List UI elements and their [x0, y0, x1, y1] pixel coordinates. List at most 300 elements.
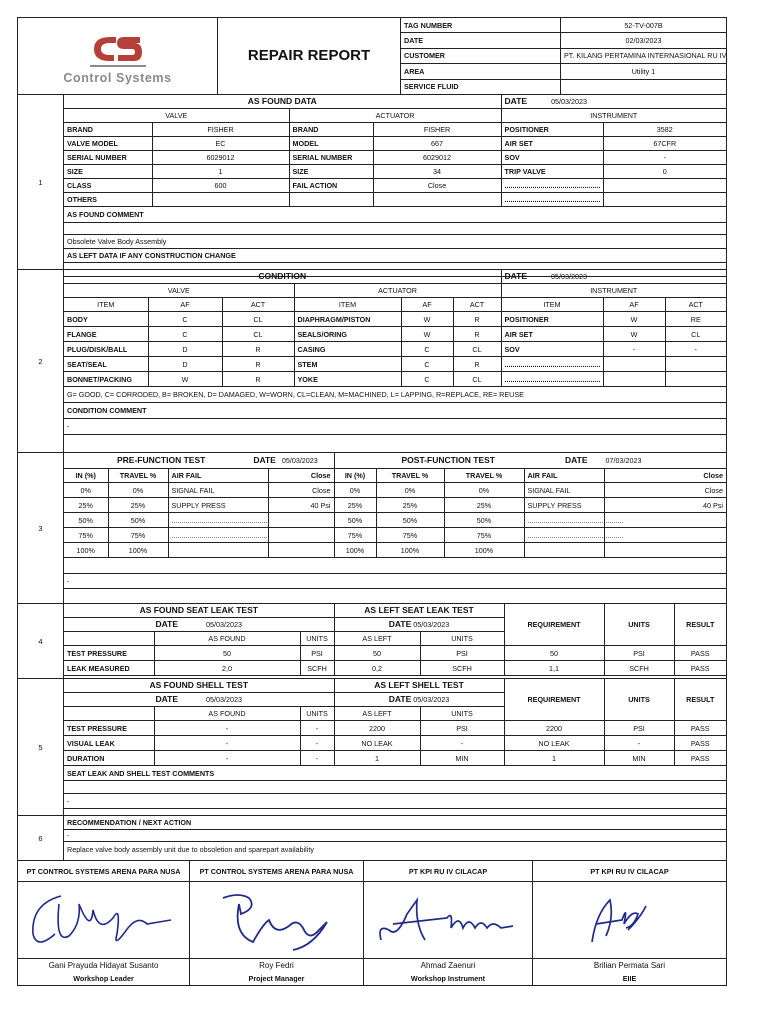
table-cell: D	[148, 357, 222, 372]
table-cell: IN (%)	[64, 469, 108, 483]
as-left-date: DATE 05/03/2023	[334, 693, 504, 707]
signatory-name: Gani Prayuda Hidayat Susanto	[18, 959, 190, 973]
table-cell: PSI	[300, 646, 334, 661]
section-function-test	[17, 453, 727, 604]
as-left-col: AS LEFT	[334, 707, 420, 721]
table-cell: W	[401, 327, 453, 342]
table-cell: W	[148, 372, 222, 387]
table-cell: 40 Psi	[268, 498, 334, 513]
table-cell: 1	[152, 165, 289, 179]
table-row	[64, 193, 726, 207]
table-cell: 50%	[64, 513, 108, 528]
signature-org: PT KPI RU IV CILACAP	[364, 861, 533, 882]
table-row	[64, 721, 726, 736]
recommendation-text: Replace valve body assembly unit due to obsoletion and sparepart availability	[64, 842, 726, 858]
instrument-header: INSTRUMENT	[501, 109, 726, 123]
table-cell: MODEL	[289, 137, 373, 151]
handwritten-signature-icon	[536, 884, 706, 956]
table-cell: 75%	[376, 528, 444, 543]
table-cell: 0%	[444, 483, 524, 498]
table-cell	[604, 543, 726, 558]
report-title: REPAIR REPORT	[218, 18, 401, 95]
table-row	[64, 137, 726, 151]
table-cell: SUPPLY PRESS	[168, 498, 268, 513]
table-cell: PASS	[674, 646, 726, 661]
table-cell: CASING	[294, 342, 401, 357]
table-row	[64, 751, 726, 766]
table-cell: POSITIONER	[501, 123, 603, 137]
table-cell: CL	[453, 342, 501, 357]
table-cell: 6029012	[152, 151, 289, 165]
table-cell: Close	[604, 483, 726, 498]
section-number: 6	[18, 816, 64, 860]
table-cell: 25%	[444, 498, 524, 513]
table-cell: VISUAL LEAK	[64, 736, 154, 751]
table-cell: CL	[665, 327, 726, 342]
condition-legend: G= GOOD, C= CORRODED, B= BROKEN, D= DAMAGED, W=WORN, CL=CLEAN, M=MACHINED, L= LAPPING, R=REPLACE, RE= REUSE	[64, 387, 726, 403]
as-found-date: DATE 05/03/2023	[64, 693, 334, 707]
table-cell: 0%	[108, 483, 168, 498]
table-cell: 667	[373, 137, 501, 151]
table-cell: CL	[222, 327, 294, 342]
section-title: AS FOUND DATA	[64, 95, 501, 109]
header-value: 52-TV-007B	[561, 18, 727, 33]
table-cell: 100%	[64, 543, 108, 558]
table-row	[64, 528, 726, 543]
table-cell: ................................................	[524, 513, 604, 528]
as-found-date: DATE 05/03/2023	[64, 618, 334, 632]
table-cell: LEAK MEASURED	[64, 661, 154, 676]
table-cell: SEALS/ORING	[294, 327, 401, 342]
table-cell: AF	[603, 298, 665, 312]
table-cell: 2200	[334, 721, 420, 736]
table-cell: OTHERS	[64, 193, 152, 207]
table-cell: 1,1	[504, 661, 604, 676]
table-cell: SCFH	[300, 661, 334, 676]
table-cell: ................................................	[501, 357, 603, 372]
table-row	[64, 469, 726, 483]
result-header: RESULT	[674, 604, 726, 646]
table-cell: BRAND	[64, 123, 152, 137]
pre-function-title: PRE-FUNCTION TEST DATE 05/03/2023	[64, 453, 334, 469]
table-cell	[168, 543, 268, 558]
result-header: RESULT	[674, 679, 726, 721]
table-row	[64, 661, 726, 676]
table-cell	[603, 372, 665, 387]
section-seat-leak-test	[17, 604, 727, 679]
table-cell: R	[453, 327, 501, 342]
table-cell: 34	[373, 165, 501, 179]
signatory-role: Workshop Leader	[18, 972, 190, 986]
table-cell: 67CFR	[603, 137, 726, 151]
table-cell: 0%	[334, 483, 376, 498]
as-left-col: AS LEFT	[334, 632, 420, 646]
table-cell: D	[148, 342, 222, 357]
table-cell: 50	[154, 646, 300, 661]
table-cell	[603, 357, 665, 372]
table-cell: R	[222, 372, 294, 387]
header-label: DATE	[401, 33, 561, 48]
table-cell: 100%	[334, 543, 376, 558]
table-cell: POSITIONER	[501, 312, 603, 327]
table-cell: SCFH	[420, 661, 504, 676]
table-cell: VALVE MODEL	[64, 137, 152, 151]
table-cell	[665, 372, 726, 387]
table-cell: 100%	[444, 543, 524, 558]
signature-org: PT KPI RU IV CILACAP	[533, 861, 727, 882]
function-test-note: -	[64, 574, 726, 589]
table-cell: 0%	[64, 483, 108, 498]
table-cell: 25%	[108, 498, 168, 513]
table-cell: 0	[603, 165, 726, 179]
comment-label: AS FOUND COMMENT	[64, 207, 726, 223]
table-cell: -	[154, 736, 300, 751]
recommendation-label: RECOMMENDATION / NEXT ACTION	[64, 816, 726, 830]
instrument-header: INSTRUMENT	[501, 284, 726, 298]
table-cell: SERIAL NUMBER	[289, 151, 373, 165]
actuator-header: ACTUATOR	[289, 109, 501, 123]
table-cell: 2200	[504, 721, 604, 736]
table-cell: BRAND	[289, 123, 373, 137]
as-found-col: AS FOUND	[154, 707, 300, 721]
as-found-shell-title: AS FOUND SHELL TEST	[64, 679, 334, 693]
table-row	[64, 357, 726, 372]
table-cell: SIZE	[64, 165, 152, 179]
table-cell: CLASS	[64, 179, 152, 193]
as-left-value: -	[64, 263, 726, 277]
table-cell: 75%	[108, 528, 168, 543]
table-cell: 100%	[376, 543, 444, 558]
shell-test-table	[64, 679, 726, 820]
section-recommendation	[17, 816, 727, 861]
table-row	[64, 327, 726, 342]
table-row	[64, 483, 726, 498]
valve-header: VALVE	[64, 109, 289, 123]
recommendation-dash: -	[64, 830, 726, 842]
table-cell: SIZE	[289, 165, 373, 179]
section-number: 5	[18, 679, 64, 815]
table-cell: STEM	[294, 357, 401, 372]
table-cell: -	[154, 721, 300, 736]
as-found-seat-title: AS FOUND SEAT LEAK TEST	[64, 604, 334, 618]
table-cell	[268, 513, 334, 528]
table-cell: 50%	[334, 513, 376, 528]
table-cell: AIR SET	[501, 327, 603, 342]
company-logo-icon	[88, 29, 148, 73]
table-cell: ITEM	[64, 298, 148, 312]
signatory-name: Ahmad Zaenuri	[364, 959, 533, 973]
table-cell: 50%	[376, 513, 444, 528]
table-row	[64, 342, 726, 357]
units-col: UNITS	[300, 707, 334, 721]
table-cell: -	[603, 151, 726, 165]
table-cell: 75%	[444, 528, 524, 543]
table-cell: C	[148, 327, 222, 342]
signatory-role: EIIE	[533, 972, 727, 986]
requirement-header: REQUIREMENT	[504, 604, 604, 646]
table-cell: ITEM	[501, 298, 603, 312]
seat-leak-table	[64, 604, 726, 676]
table-cell: ................................................	[501, 179, 603, 193]
table-cell: -	[604, 736, 674, 751]
table-cell: MIN	[604, 751, 674, 766]
table-cell: 25%	[64, 498, 108, 513]
table-cell: 0,2	[334, 661, 420, 676]
table-cell: TEST PRESSURE	[64, 646, 154, 661]
signatory-role: Project Manager	[190, 972, 364, 986]
table-cell: ACT	[222, 298, 294, 312]
table-cell: FLANGE	[64, 327, 148, 342]
table-cell: AIR FAIL	[168, 469, 268, 483]
as-left-shell-title: AS LEFT SHELL TEST	[334, 679, 504, 693]
table-cell: FISHER	[373, 123, 501, 137]
table-cell: W	[603, 327, 665, 342]
table-cell: EC	[152, 137, 289, 151]
table-cell: C	[148, 312, 222, 327]
table-cell: Close	[604, 469, 726, 483]
table-row	[64, 312, 726, 327]
table-row	[64, 513, 726, 528]
table-cell: ................................................	[524, 528, 604, 543]
table-cell: AIR FAIL	[524, 469, 604, 483]
table-cell: 25%	[334, 498, 376, 513]
section-as-found-data	[17, 95, 727, 274]
signature-2	[190, 882, 364, 959]
table-cell	[524, 543, 604, 558]
table-cell: W	[603, 312, 665, 327]
table-cell: RE	[665, 312, 726, 327]
table-cell: TRAVEL %	[376, 469, 444, 483]
table-cell: R	[222, 342, 294, 357]
table-cell: R	[453, 312, 501, 327]
function-test-table	[64, 453, 726, 599]
section-number: 3	[18, 453, 64, 603]
as-left-label: AS LEFT DATA IF ANY CONSTRUCTION CHANGE	[64, 249, 726, 263]
header-value: 02/03/2023	[561, 33, 727, 48]
table-cell	[289, 193, 373, 207]
table-cell: -	[603, 342, 665, 357]
date-cell: DATE 05/03/2023	[501, 270, 726, 284]
table-row	[64, 543, 726, 558]
table-cell: -	[300, 751, 334, 766]
table-cell: PSI	[420, 721, 504, 736]
logo-cell	[18, 18, 218, 95]
table-cell: R	[453, 357, 501, 372]
table-cell: BODY	[64, 312, 148, 327]
table-cell: CL	[222, 312, 294, 327]
signatory-role: Workshop Instrument	[364, 972, 533, 986]
table-cell: 50%	[444, 513, 524, 528]
section-number: 2	[18, 270, 64, 452]
table-cell: TRAVEL %	[108, 469, 168, 483]
table-cell: 1	[334, 751, 420, 766]
table-cell: MIN	[420, 751, 504, 766]
table-cell: SIGNAL FAIL	[524, 483, 604, 498]
table-row	[64, 179, 726, 193]
table-cell: C	[401, 372, 453, 387]
as-found-table	[64, 95, 726, 207]
table-cell: ................................................	[501, 372, 603, 387]
table-cell: SOV	[501, 342, 603, 357]
company-name: Control Systems	[63, 70, 172, 85]
table-cell: FISHER	[152, 123, 289, 137]
table-row	[64, 372, 726, 387]
table-cell: -	[420, 736, 504, 751]
table-cell: PLUG/DISK/BALL	[64, 342, 148, 357]
table-cell: PSI	[604, 721, 674, 736]
units-header: UNITS	[604, 604, 674, 646]
table-row	[64, 646, 726, 661]
signature-1	[18, 882, 190, 959]
table-cell: SUPPLY PRESS	[524, 498, 604, 513]
units-col: UNITS	[420, 707, 504, 721]
table-cell: 40 Psi	[604, 498, 726, 513]
header-label: AREA	[401, 64, 561, 79]
section-number: 1	[18, 95, 64, 269]
table-cell: C	[401, 342, 453, 357]
signature-3	[364, 882, 533, 959]
section-title: CONDITION	[64, 270, 501, 284]
table-cell: AF	[401, 298, 453, 312]
condition-table	[64, 270, 726, 444]
table-cell: -	[300, 721, 334, 736]
signatory-name: Brilian Permata Sari	[533, 959, 727, 973]
header-label: CUSTOMER	[401, 48, 561, 63]
table-cell: DIAPHRAGM/PISTON	[294, 312, 401, 327]
units-col: UNITS	[420, 632, 504, 646]
date-cell: DATE 05/03/2023	[501, 95, 726, 109]
table-cell: SERIAL NUMBER	[64, 151, 152, 165]
table-cell	[152, 193, 289, 207]
table-cell: R	[222, 357, 294, 372]
units-header: UNITS	[604, 679, 674, 721]
header-value: Utility 1	[561, 64, 727, 79]
as-found-col: AS FOUND	[154, 632, 300, 646]
table-cell: Close	[268, 469, 334, 483]
table-cell: ................................................	[168, 513, 268, 528]
table-cell	[268, 543, 334, 558]
valve-header: VALVE	[64, 284, 294, 298]
table-cell: SOV	[501, 151, 603, 165]
table-cell: 25%	[376, 498, 444, 513]
table-cell: PASS	[674, 736, 726, 751]
signatory-name: Roy Fedri	[190, 959, 364, 973]
actuator-header: ACTUATOR	[294, 284, 501, 298]
table-row	[64, 151, 726, 165]
units-col: UNITS	[300, 632, 334, 646]
table-cell: NO LEAK	[334, 736, 420, 751]
header-label: TAG NUMBER	[401, 18, 561, 33]
post-function-title: POST-FUNCTION TEST DATE 07/03/2023	[334, 453, 726, 469]
table-cell: 100%	[108, 543, 168, 558]
table-cell: NO LEAK	[504, 736, 604, 751]
table-cell: 75%	[64, 528, 108, 543]
table-cell: 50	[334, 646, 420, 661]
handwritten-signature-icon	[193, 884, 353, 956]
comment-label: SEAT LEAK AND SHELL TEST COMMENTS	[64, 766, 726, 781]
table-cell: PASS	[674, 661, 726, 676]
table-cell: ITEM	[294, 298, 401, 312]
table-cell: ................................................	[501, 193, 603, 207]
comment-text: -	[64, 419, 726, 435]
signature-table	[17, 861, 727, 986]
table-cell: PASS	[674, 751, 726, 766]
table-row	[64, 498, 726, 513]
table-cell: 1	[504, 751, 604, 766]
as-left-date: DATE 05/03/2023	[334, 618, 504, 632]
signature-org: PT CONTROL SYSTEMS ARENA PARA NUSA	[190, 861, 364, 882]
table-cell: YOKE	[294, 372, 401, 387]
table-cell: PSI	[420, 646, 504, 661]
report-header	[17, 17, 727, 95]
table-cell: TRIP VALVE	[501, 165, 603, 179]
header-value	[561, 79, 727, 94]
table-cell	[603, 193, 726, 207]
table-cell: FAIL ACTION	[289, 179, 373, 193]
table-cell: -	[665, 342, 726, 357]
table-cell	[665, 357, 726, 372]
header-value: PT. KILANG PERTAMINA INTERNASIONAL RU IV	[561, 48, 727, 63]
table-cell: SEAT/SEAL	[64, 357, 148, 372]
table-cell: 3582	[603, 123, 726, 137]
signature-org: PT CONTROL SYSTEMS ARENA PARA NUSA	[18, 861, 190, 882]
table-cell: SCFH	[604, 661, 674, 676]
handwritten-signature-icon	[21, 884, 181, 956]
section-shell-test	[17, 679, 727, 816]
table-cell: ................................................	[168, 528, 268, 543]
table-cell	[603, 179, 726, 193]
table-cell: 50%	[108, 513, 168, 528]
table-cell: TRAVEL %	[444, 469, 524, 483]
table-cell: CL	[453, 372, 501, 387]
table-cell: PASS	[674, 721, 726, 736]
table-cell: 75%	[334, 528, 376, 543]
table-cell: 600	[152, 179, 289, 193]
as-left-seat-title: AS LEFT SEAT LEAK TEST	[334, 604, 504, 618]
table-cell: Close	[268, 483, 334, 498]
table-cell: 2,0	[154, 661, 300, 676]
table-cell: TEST PRESSURE	[64, 721, 154, 736]
table-cell: DURATION	[64, 751, 154, 766]
table-cell: PSI	[604, 646, 674, 661]
table-cell: 50	[504, 646, 604, 661]
table-cell: 0%	[376, 483, 444, 498]
header-label: SERVICE FLUID	[401, 79, 561, 94]
section-condition	[17, 270, 727, 453]
table-cell: AF	[148, 298, 222, 312]
table-cell: ACT	[453, 298, 501, 312]
table-cell: AIR SET	[501, 137, 603, 151]
table-cell: W	[401, 312, 453, 327]
signature-4	[533, 882, 727, 959]
repair-report-form	[17, 17, 727, 981]
table-row	[64, 123, 726, 137]
table-cell: ACT	[665, 298, 726, 312]
table-cell: C	[401, 357, 453, 372]
table-cell: SIGNAL FAIL	[168, 483, 268, 498]
comment-text: Obsolete Valve Body Assembly	[64, 235, 726, 249]
recommendation-table	[64, 816, 726, 857]
table-row	[64, 736, 726, 751]
table-cell	[268, 528, 334, 543]
requirement-header: REQUIREMENT	[504, 679, 604, 721]
table-cell: Close	[373, 179, 501, 193]
table-row	[64, 165, 726, 179]
table-cell	[373, 193, 501, 207]
table-cell: BONNET/PACKING	[64, 372, 148, 387]
section-number: 4	[18, 604, 64, 678]
comment-label: CONDITION COMMENT	[64, 403, 726, 419]
